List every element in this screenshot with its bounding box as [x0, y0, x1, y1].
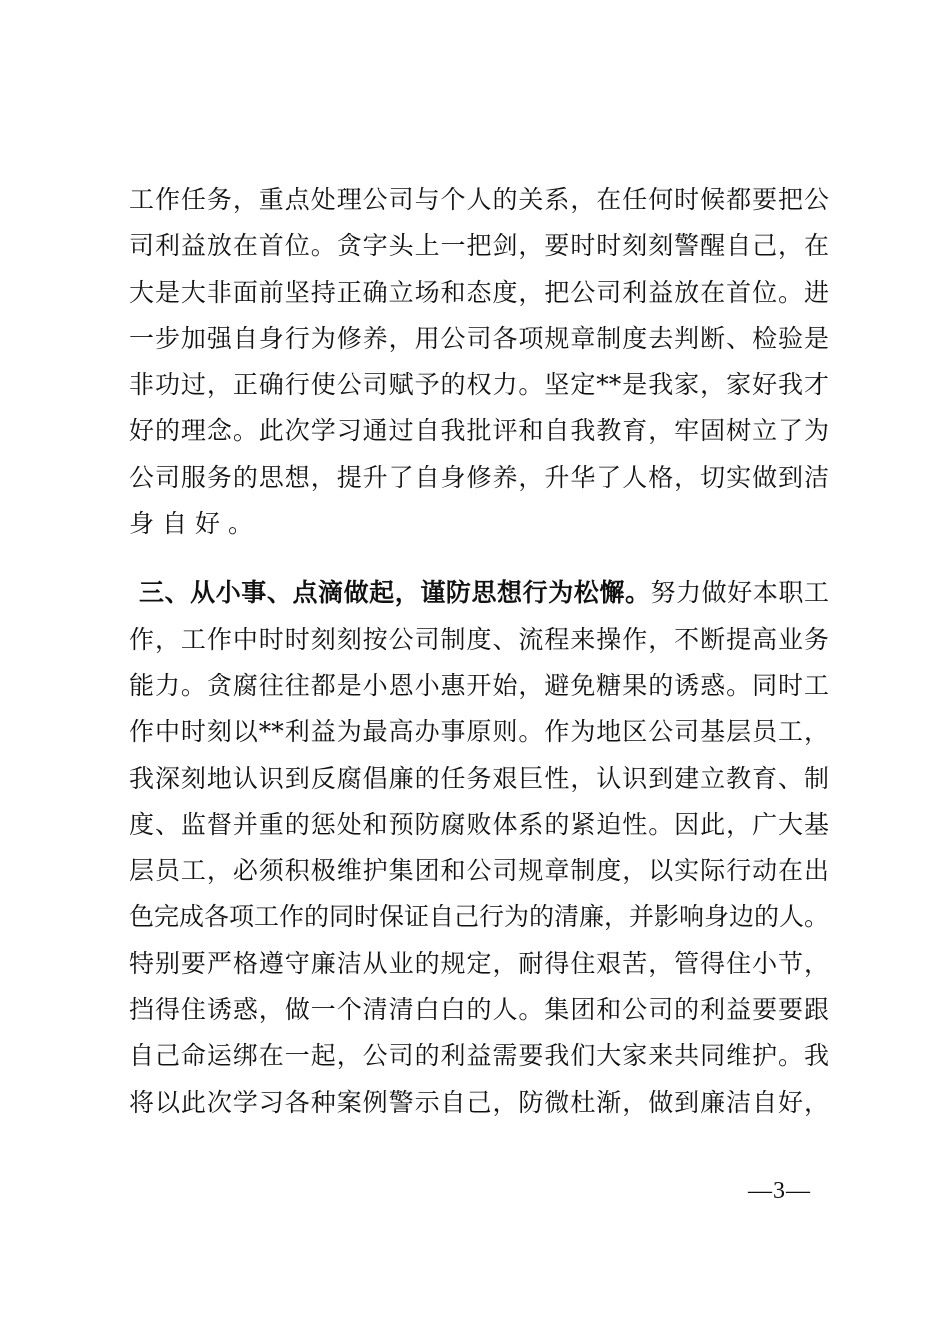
paragraph-line: 一步加强自身行为修养，用公司各项规章制度去判断、检验是 [129, 323, 829, 353]
paragraph-line: 我深刻地认识到反腐倡廉的任务艰巨性，认识到建立教育、制 [129, 763, 829, 793]
paragraph-line: 特别要严格遵守廉洁从业的规定，耐得住艰苦，管得住小节， [129, 948, 829, 978]
paragraph-line: 工作任务，重点处理公司与个人的关系，在任何时候都要把公 [129, 185, 829, 214]
paragraph-line: 能力。贪腐往往都是小恩小惠开始，避免糖果的诱惑。同时工 [129, 670, 829, 700]
paragraph-line: 挡得住诱惑，做一个清清白白的人。集团和公司的利益要要跟 [129, 995, 829, 1025]
paragraph-line: 非功过，正确行使公司赋予的权力。坚定**是我家，家好我才 [129, 370, 829, 400]
page-number: —3— [748, 1178, 811, 1204]
paragraph-line: 司利益放在首位。贪字头上一把剑，要时时刻刻警醒自己，在 [129, 231, 829, 261]
paragraph-line: 层员工，必须积极维护集团和公司规章制度，以实际行动在出 [129, 856, 829, 886]
paragraph-line: 作，工作中时时刻刻按公司制度、流程来操作，不断提高业务 [129, 624, 829, 654]
paragraph-line: 身自好。 [129, 509, 262, 539]
paragraph-text: 努力做好本职工 [650, 578, 829, 608]
paragraph-2 [129, 570, 829, 1126]
paragraph-line: 好的理念。此次学习通过自我批评和自我教育，牢固树立了为 [129, 416, 829, 446]
paragraph-line: 作中时刻以**利益为最高办事原则。作为地区公司基层员工， [129, 717, 829, 747]
paragraph-line: 公司服务的思想，提升了自身修养，升华了人格，切实做到洁 [129, 462, 829, 492]
paragraph-line: 度、监督并重的惩处和预防腐败体系的紧迫性。因此，广大基 [129, 809, 829, 839]
document-body [129, 177, 829, 1126]
paragraph-line: 将以此次学习各种案例警示自己，防微杜渐，做到廉洁自好， [129, 1087, 829, 1117]
paragraph-line: 大是大非面前坚持正确立场和态度，把公司利益放在首位。进 [129, 277, 829, 307]
section-heading: 三、从小事、点滴做起，谨防思想行为松懈。 [139, 578, 651, 608]
paragraph-1 [129, 177, 829, 547]
paragraph-line [129, 570, 829, 616]
paragraph-line: 色完成各项工作的同时保证自己行为的清廉，并影响身边的人。 [129, 902, 830, 932]
paragraph-line: 自己命运绑在一起，公司的利益需要我们大家来共同维护。我 [129, 1041, 829, 1071]
